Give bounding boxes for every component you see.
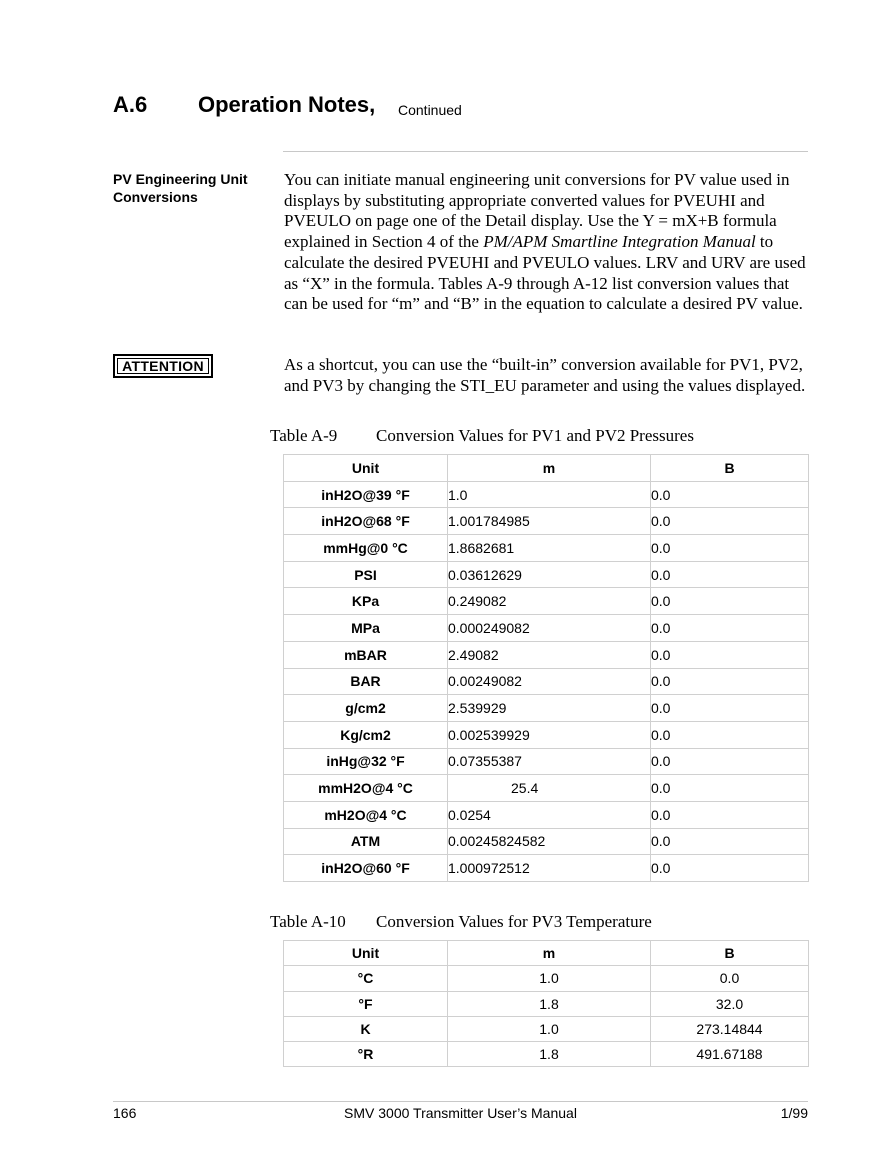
b-cell: 0.0 — [651, 641, 809, 668]
unit-cell: KPa — [284, 588, 448, 615]
table-row — [284, 535, 809, 562]
document-title: SMV 3000 Transmitter User’s Manual — [344, 1105, 577, 1121]
table-row — [284, 641, 809, 668]
table-row — [284, 1016, 809, 1041]
b-cell: 0.0 — [651, 801, 809, 828]
table-row — [284, 588, 809, 615]
temperature-conversion-table — [283, 940, 809, 1067]
m-cell: 0.249082 — [448, 588, 651, 615]
b-cell: 0.0 — [651, 855, 809, 882]
unit-cell: ATM — [284, 828, 448, 855]
unit-cell: MPa — [284, 615, 448, 642]
unit-cell: inH2O@39 °F — [284, 481, 448, 508]
header-unit: Unit — [284, 455, 448, 482]
table-row — [284, 481, 809, 508]
m-cell: 1.001784985 — [448, 508, 651, 535]
unit-cell: PSI — [284, 561, 448, 588]
m-cell: 2.49082 — [448, 641, 651, 668]
b-cell: 273.14844 — [651, 1016, 809, 1041]
table-row — [284, 801, 809, 828]
m-cell: 1.8682681 — [448, 535, 651, 562]
table-a9-title: Conversion Values for PV1 and PV2 Pressures — [376, 426, 694, 445]
unit-cell: °F — [284, 991, 448, 1016]
m-cell: 1.0 — [448, 481, 651, 508]
m-cell: 1.8 — [448, 1042, 651, 1067]
table-row — [284, 615, 809, 642]
unit-cell: inH2O@68 °F — [284, 508, 448, 535]
table-a9-label: Table A-9 — [270, 426, 338, 445]
b-cell: 0.0 — [651, 775, 809, 802]
m-cell: 1.8 — [448, 991, 651, 1016]
page-number: 166 — [113, 1105, 137, 1121]
intro-text-end: to calculate the desired PVEUHI and PVEULO values. LRV and URV are used as “X” in the formula. Tables A-9 through A-12 list conversion values that can be used for “m” and “B” in the equation to calculate a desired PV value. — [284, 232, 806, 314]
table-row — [284, 668, 809, 695]
attention-box — [113, 354, 213, 378]
m-cell: 0.03612629 — [448, 561, 651, 588]
m-cell: 0.000249082 — [448, 615, 651, 642]
unit-cell: °R — [284, 1042, 448, 1067]
table-header-row — [284, 941, 809, 966]
m-cell: 1.0 — [448, 1016, 651, 1041]
m-cell: 25.4 — [448, 775, 651, 802]
b-cell: 0.0 — [651, 561, 809, 588]
table-row — [284, 1042, 809, 1067]
table-row — [284, 748, 809, 775]
table-row — [284, 561, 809, 588]
table-header-row — [284, 455, 809, 482]
table-row — [284, 721, 809, 748]
manual-reference: PM/APM Smartline Integration Manual — [483, 232, 756, 252]
unit-cell: mBAR — [284, 641, 448, 668]
continued-label: Continued — [398, 102, 462, 118]
m-cell: 2.539929 — [448, 695, 651, 722]
table-row — [284, 775, 809, 802]
b-cell: 0.0 — [651, 588, 809, 615]
b-cell: 0.0 — [651, 481, 809, 508]
m-cell: 0.07355387 — [448, 748, 651, 775]
unit-cell: BAR — [284, 668, 448, 695]
table-row — [284, 991, 809, 1016]
m-cell: 1.000972512 — [448, 855, 651, 882]
b-cell: 0.0 — [651, 668, 809, 695]
header-unit: Unit — [284, 941, 448, 966]
header-m: m — [448, 941, 651, 966]
unit-cell: Kg/cm2 — [284, 721, 448, 748]
footer-divider — [113, 1101, 808, 1102]
m-cell: 0.002539929 — [448, 721, 651, 748]
table-row — [284, 508, 809, 535]
table-a10-label: Table A-10 — [270, 912, 346, 931]
table-row — [284, 828, 809, 855]
unit-cell: inHg@32 °F — [284, 748, 448, 775]
unit-cell: mmH2O@4 °C — [284, 775, 448, 802]
b-cell: 0.0 — [651, 721, 809, 748]
m-cell: 1.0 — [448, 966, 651, 991]
document-date: 1/99 — [780, 1105, 808, 1121]
m-cell: 0.00245824582 — [448, 828, 651, 855]
header-b: B — [651, 455, 809, 482]
side-heading: PV Engineering Unit Conversions — [113, 171, 248, 205]
attention-label: ATTENTION — [117, 358, 209, 374]
intro-paragraph — [284, 170, 809, 315]
page-footer — [113, 1105, 808, 1123]
section-number: A.6 — [113, 92, 148, 117]
pressure-conversion-table — [283, 454, 809, 882]
unit-cell: mH2O@4 °C — [284, 801, 448, 828]
unit-cell: mmHg@0 °C — [284, 535, 448, 562]
b-cell: 32.0 — [651, 991, 809, 1016]
unit-cell: °C — [284, 966, 448, 991]
header-divider — [283, 151, 808, 152]
shortcut-paragraph: As a shortcut, you can use the “built-in” conversion available for PV1, PV2, and PV3 by changing the STI_EU parameter and using the values displayed. — [284, 355, 806, 395]
b-cell: 0.0 — [651, 966, 809, 991]
table-row — [284, 855, 809, 882]
b-cell: 0.0 — [651, 828, 809, 855]
header-m: m — [448, 455, 651, 482]
unit-cell: inH2O@60 °F — [284, 855, 448, 882]
b-cell: 491.67188 — [651, 1042, 809, 1067]
section-title: Operation Notes, — [198, 92, 376, 117]
m-cell: 0.00249082 — [448, 668, 651, 695]
b-cell: 0.0 — [651, 615, 809, 642]
intro-text-start: You can initiate manual engineering unit conversions for PV value used in displays by substituting appropriate converted values for PVEUHI and PVEULO on page one of the Detail display. Use the Y = mX+B formula explained in Section 4 of the — [284, 170, 790, 252]
b-cell: 0.0 — [651, 508, 809, 535]
table-row — [284, 695, 809, 722]
table-row — [284, 966, 809, 991]
b-cell: 0.0 — [651, 695, 809, 722]
b-cell: 0.0 — [651, 535, 809, 562]
m-cell: 0.0254 — [448, 801, 651, 828]
unit-cell: g/cm2 — [284, 695, 448, 722]
header-b: B — [651, 941, 809, 966]
table-a10-title: Conversion Values for PV3 Temperature — [376, 912, 652, 931]
b-cell: 0.0 — [651, 748, 809, 775]
unit-cell: K — [284, 1016, 448, 1041]
